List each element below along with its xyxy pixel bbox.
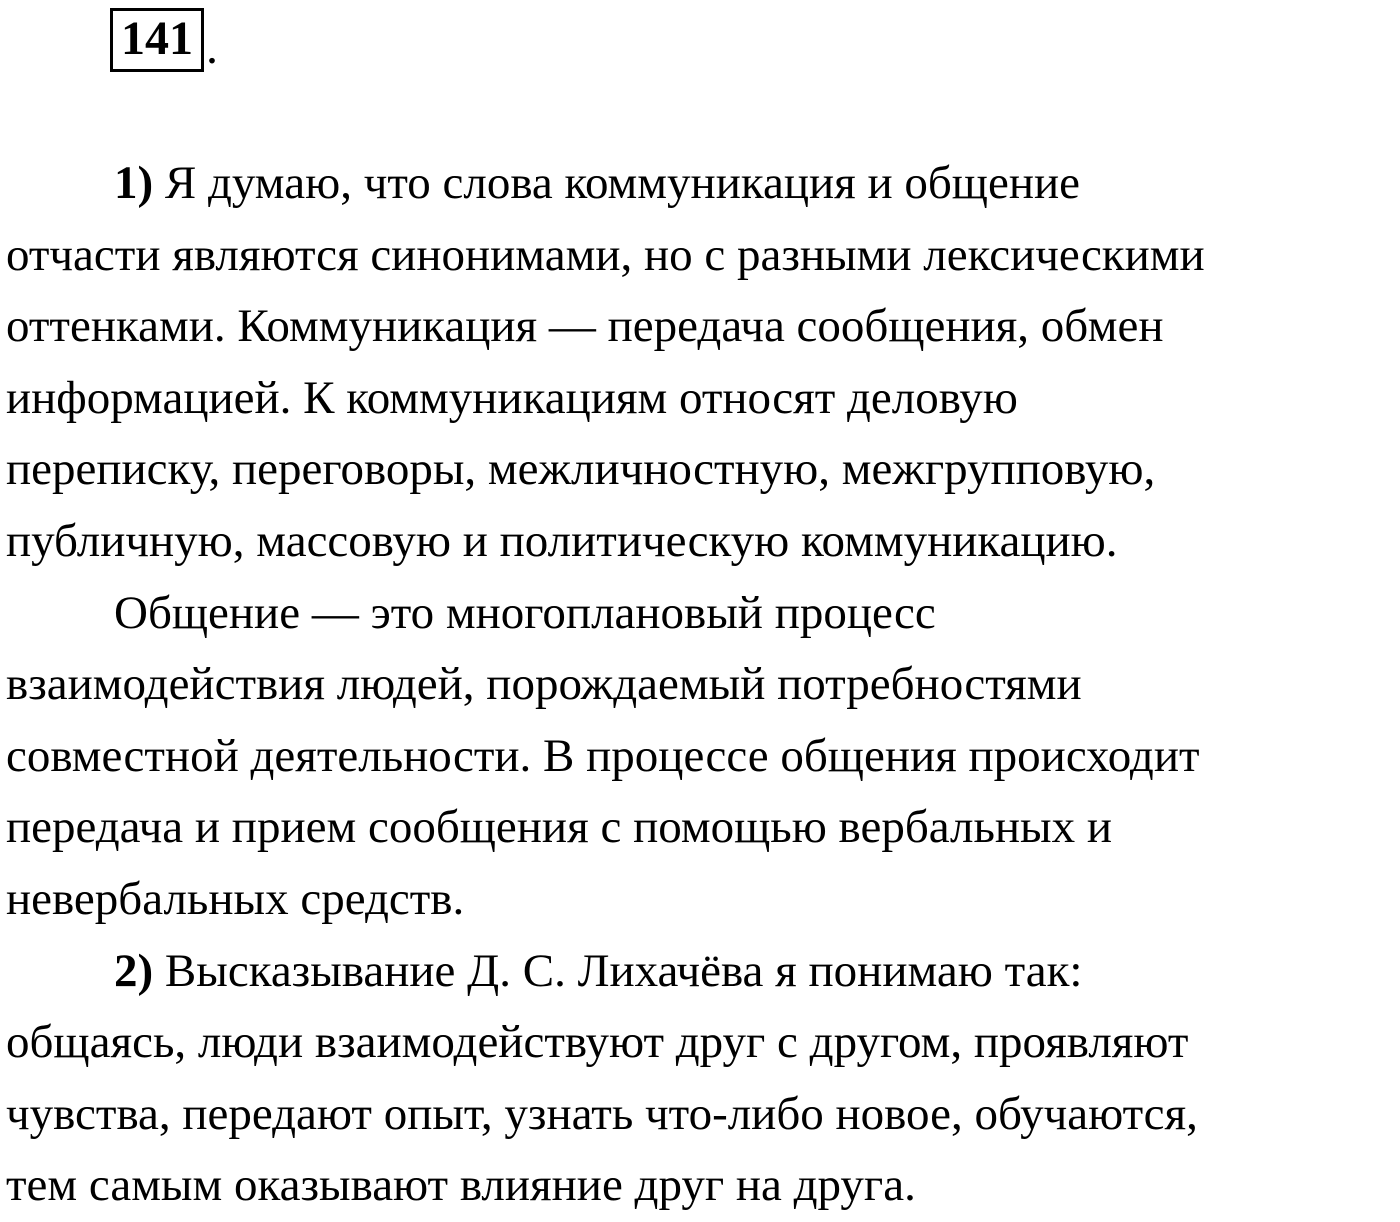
paragraph-1-line-2: отчасти являются синонимами, но с разными лексическими (6, 228, 1205, 281)
paragraph-3-line-2: общаясь, люди взаимодействуют друг с другом, проявляют (6, 1016, 1189, 1069)
paragraph-2-line-4: передача и прием сообщения с помощью вербальных и (6, 801, 1113, 854)
answer-text (6, 148, 1400, 1222)
paragraph-2-line-3: совместной деятельности. В процессе общения происходит (6, 729, 1200, 782)
task-number (110, 8, 218, 72)
task-number-box: 141 (110, 8, 204, 72)
task-number-period: . (206, 21, 218, 74)
answer-marker-2: 2) (114, 944, 154, 997)
paragraph-2-line-1: Общение — это многоплановый процесс (114, 586, 936, 639)
paragraph-3-line-4: тем самым оказывают влияние друг на друга. (6, 1159, 916, 1212)
paragraph-3-line-1: 2) Высказывание Д. С. Лихачёва я понимаю так: (114, 944, 1083, 997)
paragraph-1-line-6: публичную, массовую и политическую коммуникацию. (6, 514, 1118, 567)
paragraph-1-line-3: оттенками. Коммуникация — передача сообщения, обмен (6, 300, 1164, 353)
answer-marker-1: 1) (114, 157, 154, 209)
paragraph-2-line-2: взаимодействия людей, порождаемый потребностями (6, 658, 1082, 711)
paragraph-2-line-5: невербальных средств. (6, 872, 465, 925)
paragraph-1-line-1: 1) Я думаю, что слова коммуникация и общение (114, 157, 1081, 209)
paragraph-1-line-4: информацией. К коммуникациям относят деловую (6, 371, 1018, 424)
paragraph-3-line-3: чувства, передают опыт, узнать что-либо новое, обучаются, (6, 1087, 1198, 1140)
paragraph-1-line-5: переписку, переговоры, межличностную, межгрупповую, (6, 443, 1156, 496)
